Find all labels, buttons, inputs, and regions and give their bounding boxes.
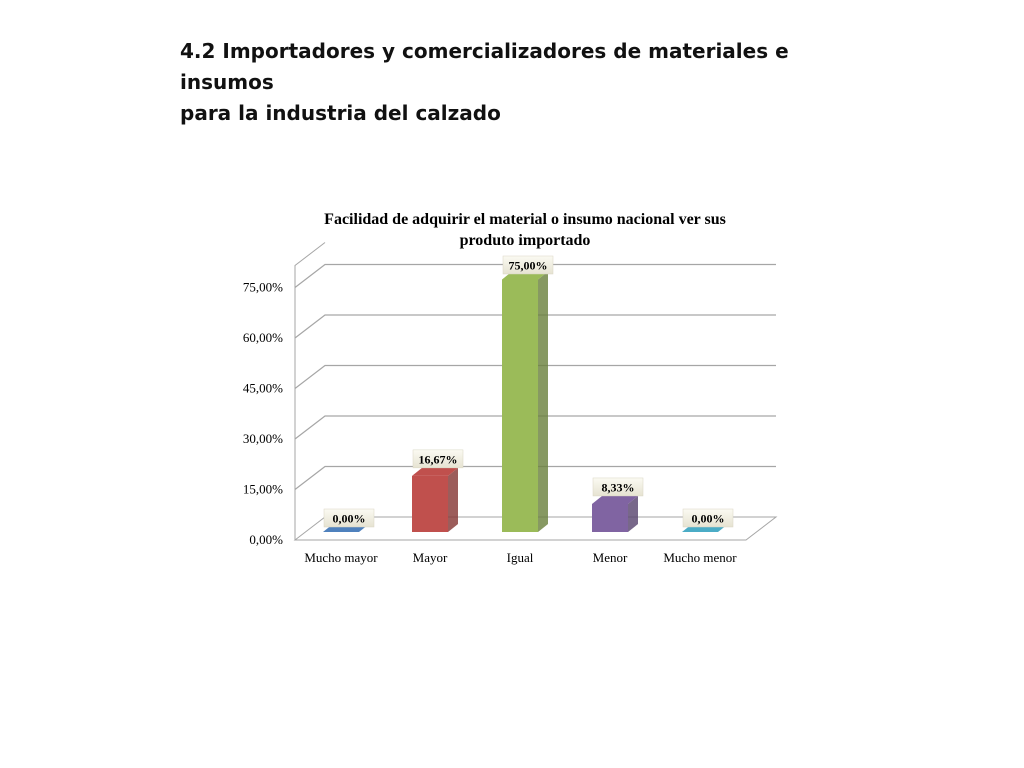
y-tick-label: 15,00% bbox=[242, 481, 283, 497]
x-category-label: Menor bbox=[592, 550, 628, 565]
bar bbox=[592, 504, 628, 532]
x-category-label: Mucho menor bbox=[663, 550, 737, 565]
bar-side-shade bbox=[538, 272, 548, 533]
data-label: 8,33% bbox=[601, 480, 635, 495]
chart-side-wall bbox=[295, 243, 325, 541]
y-axis-tick-labels bbox=[243, 280, 283, 548]
data-label: 0,00% bbox=[332, 511, 366, 526]
y-tick-label: 45,00% bbox=[242, 380, 283, 396]
x-category-label: Igual bbox=[506, 550, 534, 565]
data-label: 75,00% bbox=[508, 258, 548, 273]
chart-title bbox=[324, 211, 726, 249]
slide-title-line-2: para la industria del calzado bbox=[180, 101, 501, 125]
y-tick-label: 0,00% bbox=[249, 532, 283, 547]
chart-title-line: produto importado bbox=[459, 232, 591, 249]
chart-bars bbox=[323, 272, 728, 533]
x-category-label: Mayor bbox=[412, 550, 448, 565]
bar bbox=[412, 476, 448, 532]
data-label: 16,67% bbox=[418, 452, 458, 467]
y-tick-label: 75,00% bbox=[242, 279, 283, 295]
chart-title-line: Facilidad de adquirir el material o insumo nacional ver sus bbox=[324, 211, 726, 228]
bar bbox=[502, 280, 538, 533]
x-category-label: Mucho mayor bbox=[304, 550, 378, 565]
slide-title-line-1: 4.2 Importadores y comercializadores de materiales e insumos bbox=[180, 39, 789, 94]
y-tick-label: 60,00% bbox=[242, 330, 283, 345]
data-label: 0,00% bbox=[691, 511, 725, 526]
bar-side-shade bbox=[448, 468, 458, 532]
y-tick-label: 30,00% bbox=[242, 431, 283, 446]
x-axis-category-labels bbox=[304, 550, 737, 565]
